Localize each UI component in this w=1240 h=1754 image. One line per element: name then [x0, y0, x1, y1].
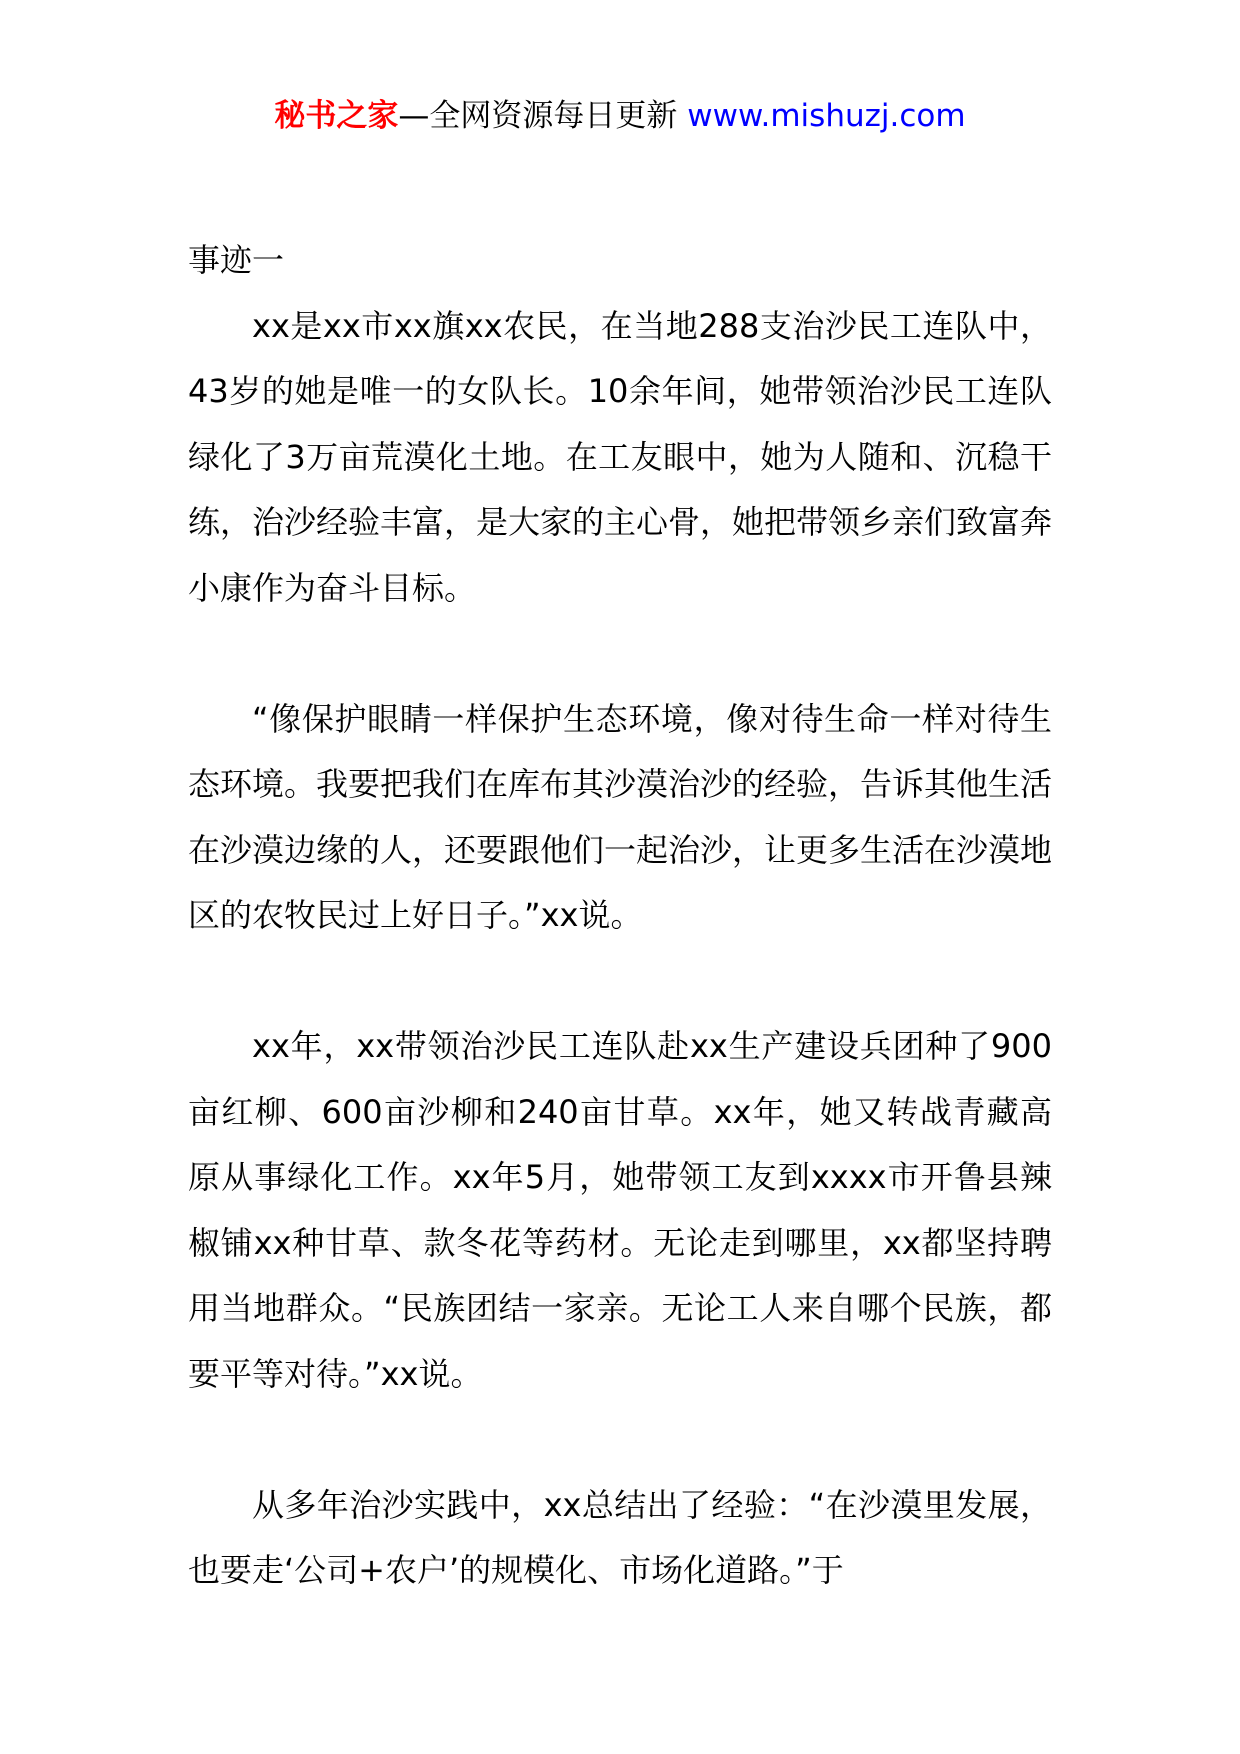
paragraph-4: 从多年治沙实践中，xx总结出了经验：“在沙漠里发展，也要走‘公司+农户’的规模化、市场化道路。”于	[188, 1485, 1052, 1589]
brand-name: 秘书之家	[274, 98, 399, 134]
paragraph-gap	[188, 621, 1052, 687]
paragraph-2: “像保护眼睛一样保护生态环境，像对待生命一样对待生态环境。我要把我们在库布其沙漠治沙的经验，告诉其他生活在沙漠边缘的人，还要跟他们一起治沙，让更多生活在沙漠地区的农牧民过上好日子。”xx说。	[188, 699, 1053, 934]
site-url-link[interactable]: www.mishuzj.com	[687, 98, 966, 134]
header-tagline: —全网资源每日更新	[398, 98, 678, 134]
paragraph-3: xx年，xx带领治沙民工连队赴xx生产建设兵团种了900亩红柳、600亩沙柳和240亩甘草。xx年，她又转战青藏高原从事绿化工作。xx年5月，她带领工友到xxxx市开鲁县辣椒铺xx种甘草、款冬花等药材。无论走到哪里，xx都坚持聘用当地群众。“民族团结一家亲。无论工人来自哪个民族，都要平等对待。”xx说。	[188, 1027, 1052, 1393]
paragraph-gap	[188, 1407, 1052, 1473]
section-title: 事迹一	[188, 241, 285, 279]
page-header	[0, 96, 1240, 136]
document-body	[188, 228, 1052, 1604]
paragraph-1: xx是xx市xx旗xx农民，在当地288支治沙民工连队中，43岁的她是唯一的女队长。10余年间，她带领治沙民工连队绿化了3万亩荒漠化土地。在工友眼中，她为人随和、沉稳干练，治沙经验丰富，是大家的主心骨，她把带领乡亲们致富奔小康作为奋斗目标。	[188, 306, 1053, 607]
paragraph-gap	[188, 949, 1052, 1015]
